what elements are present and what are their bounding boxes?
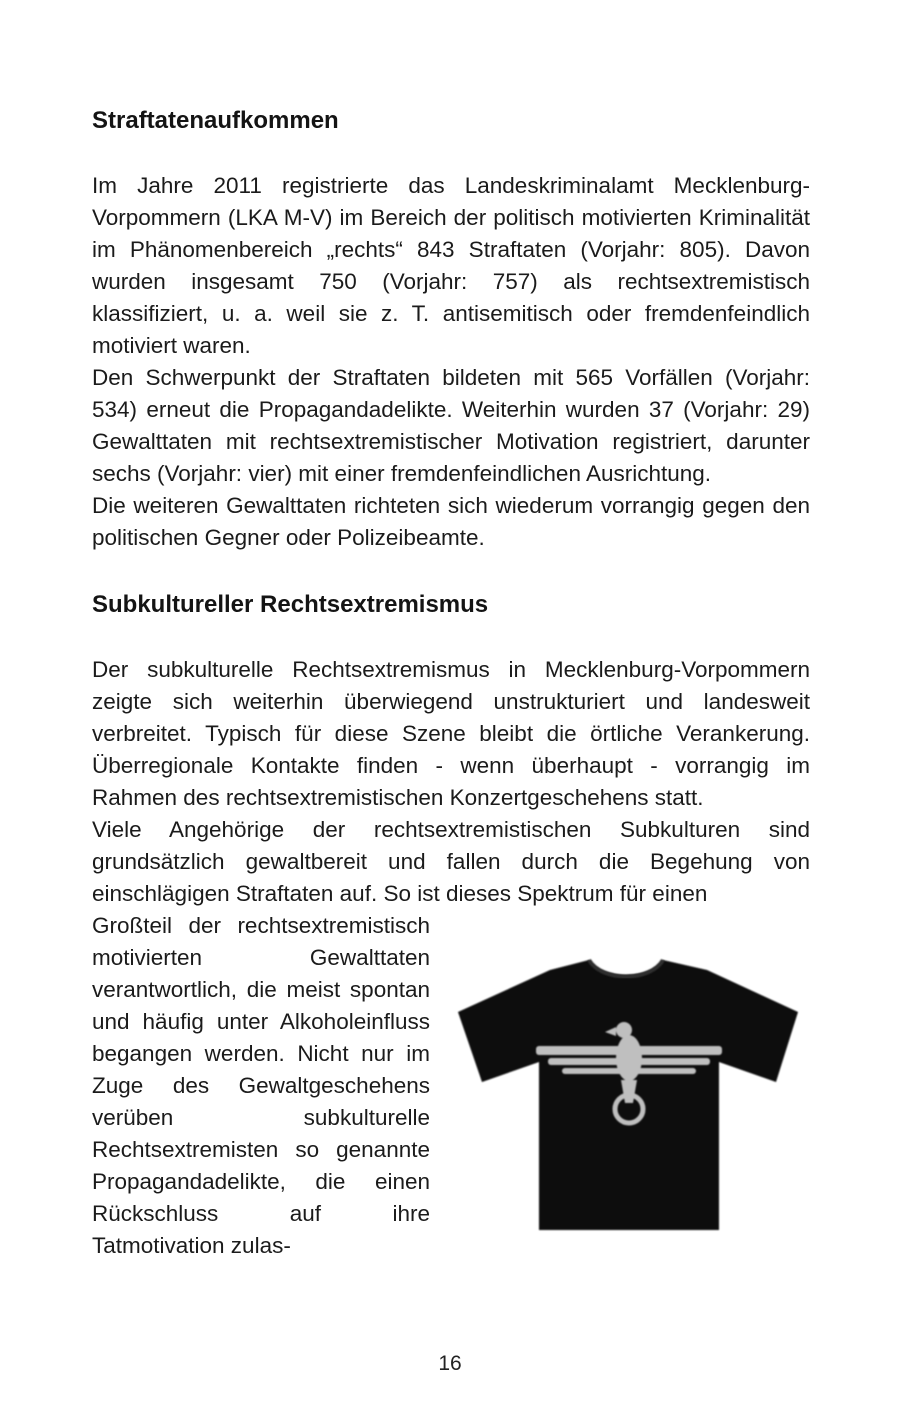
- body-paragraph-wrapped: Großteil der rechtsextremistisch motivierten Gewalttaten verantwortlich, die meist spontan und häufig unter Alkoholeinfluss begangen werden. Nicht nur im Zuge des Gewaltgeschehens verüben subkulturelle Rechtsextremisten so genannte Propagandadelikte, die einen Rückschluss auf ihre Tatmotivation zulas-: [92, 913, 430, 1258]
- body-paragraph: Den Schwerpunkt der Straftaten bildeten mit 565 Vorfällen (Vorjahr: 534) erneut die Propagandadelikte. Weiterhin wurden 37 (Vorjahr: 29) Gewalttaten mit rechtsextremistischer Motivation registriert, darunter sechs (Vorjahr: vier) mit einer fremdenfeindlichen Ausrichtung.: [92, 365, 810, 486]
- tshirt-eagle-photo: [442, 938, 810, 1243]
- page-content: [92, 106, 810, 1262]
- body-paragraph: Im Jahre 2011 registrierte das Landeskriminalamt Mecklenburg-Vorpommern (LKA M-V) im Bereich der politisch motivierten Kriminalität im Phänomenbereich „rechts“ 843 Straftaten (Vorjahr: 805). Davon wurden insgesamt 750 (Vorjahr: 757) als rechtsextremistisch klassifiziert, u. a. weil sie z. T. antisemitisch oder fremdenfeindlich motiviert waren.: [92, 173, 810, 358]
- page-number: 16: [438, 1352, 462, 1375]
- body-paragraph: Die weiteren Gewalttaten richteten sich wiederum vorrangig gegen den politischen Gegner oder Polizeibeamte.: [92, 493, 810, 550]
- section-heading-subcultural-extremism: Subkultureller Rechtsextremismus: [92, 591, 489, 618]
- tshirt-eagle-illustration: [442, 938, 810, 1243]
- section-heading-crime-statistics: Straftatenaufkommen: [92, 107, 339, 134]
- text-and-figure-row: [92, 910, 810, 1262]
- body-paragraph: Viele Angehörige der rechtsextremistischen Subkulturen sind grundsätzlich gewaltbereit und fallen durch die Begehung von einschlägigen Straftaten auf. So ist dieses Spektrum für einen: [92, 817, 810, 906]
- body-paragraph: Der subkulturelle Rechtsextremismus in Mecklenburg-Vorpommern zeigte sich weiterhin überwiegend unstrukturiert und landesweit verbreitet. Typisch für diese Szene bleibt die örtliche Verankerung. Überregionale Kontakte finden - wenn überhaupt - vorrangig im Rahmen des rechtsextremistischen Konzertgeschehens statt.: [92, 657, 810, 810]
